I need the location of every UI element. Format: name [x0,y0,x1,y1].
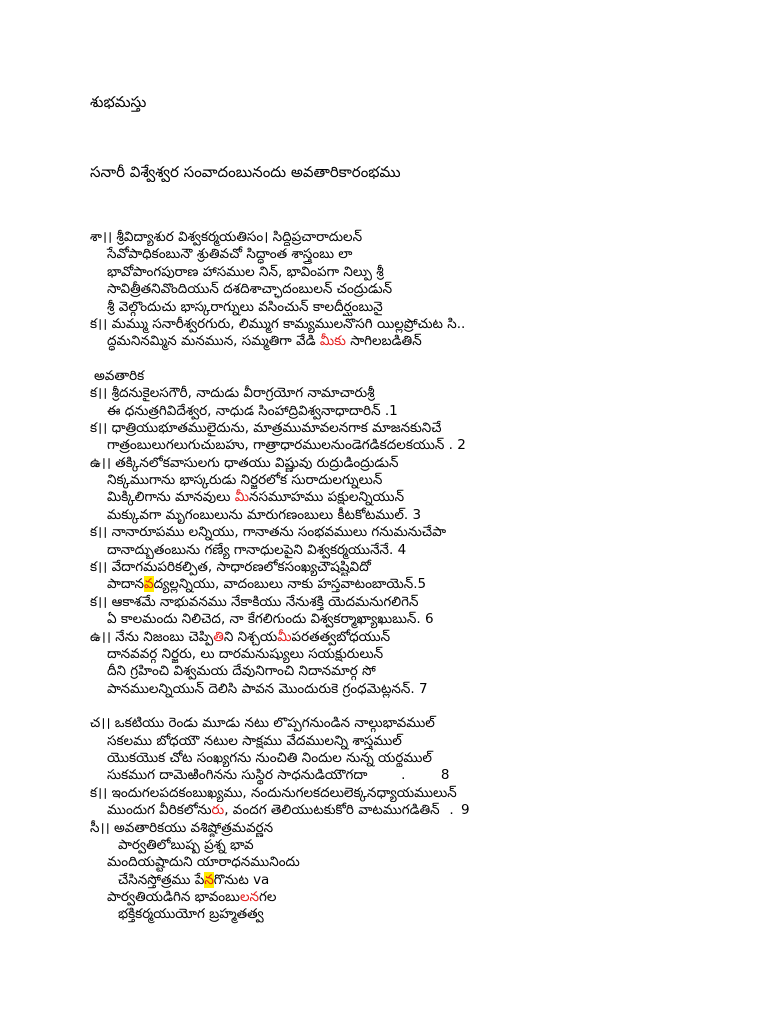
verse-line: మక్కువగా మృగంబులును మారుగణంబులు కీటకోటముల్. 3 [107,506,422,523]
verse-text: సుకముగ దామెఱింగినను సుస్థిర సాధనుడియౌగదా [107,767,368,784]
verse-line: యొకయొక చోట సంఖ్యగను నుంచితి నిందుల నున్న యర్థముల్ [107,749,432,766]
red-text: మీకు [319,333,346,350]
verse-line: నిక్కముగాను భాస్కరుడు నిర్జరలోక సురాదులగ్నులున్ [107,472,383,489]
verse-text: గొనుట va [213,871,270,888]
verse-line: శా।। శ్రీవిద్యాశుర విశ్వకర్మయతిసం। సిద్ధిప్రచారాదులన్ [90,229,363,245]
verse-text: పాదాన [107,576,145,593]
section-label: అవతారిక [94,367,145,384]
verse-line [90,333,750,350]
red-text: మీ [277,628,292,645]
verse-line [90,889,750,906]
verse-line: సావిత్రీతనివొందియున్ దశదిశాచ్ఛాదంబులన్ చంద్రుడున్ [107,281,393,298]
poem-body [90,229,750,924]
verse-line: భక్తికర్మయుయోగ బ్రహ్మతత్వ [118,906,264,923]
verse-text: ముందుగ వీరికలోను [107,802,212,819]
verse-text: సాగిలబడితిన్ [350,333,422,350]
red-text: తి [213,628,224,645]
verse-line: క।। ధాత్రియుభూతములైదును, మాత్రముమావలనగాక మాజనకునిచే [90,419,442,436]
verse-line: గాత్రంబులుగలుగుచుబహు, గాత్రాధారములనుండెగడికదలకయున్ . 2 [107,437,466,454]
verse-text: . [449,802,454,819]
verse-text: పార్వతియడిగిన భావంబు [107,889,240,906]
verse-line [90,629,750,646]
verse-line: దానవవర్గ నిర్జరు, లు దారమనుష్యులు సయక్షురులున్ [107,645,384,662]
verse-line: క।। వేదాగమపరికల్పిత, సాధారణలోకసంఖ్యచౌషష్టివిదో [90,559,371,576]
verse-line [90,802,750,819]
verse-line [90,767,750,784]
verse-line: క।। శ్రీదనుకైలసగౌరీ, నాదుడు వీరాగ్రయోగ నామాచారుశ్రీ [90,385,375,402]
verse-line: క।। నానారూపము లన్నియు, గానాతను సంభవములు గనుమనుచేపా [90,524,447,541]
page-title: శుభమస్తు [90,93,147,111]
verse-line: పార్వతిలోబుష్ప ప్రశ్న భావ [118,836,254,853]
page-subtitle: సనారీ విశ్వేశ్వర సంవాదంబునందు అవతారికారంభము [90,163,401,181]
verse-text: గల [259,889,277,906]
verse-text: చేసినస్తోత్రము పే [118,871,205,888]
verse-text: ద్యల్లన్నియు, వాదంబులు నాకు హస్తవాటంబాయెన్.5 [153,576,427,593]
verse-line: పానములన్నియున్ దెలిసి పావన మొందురుకె గ్రంధమెట్లనన్. 7 [107,680,428,697]
verse-line: ఏ కాలమందు నిలిచెద, నా కేగలిగుందు విశ్వకర్మాఖ్యాఖుబున్. 6 [107,611,434,628]
verse-text: ద్ధమనినమ్మిన మనమున, సమ్మతిగా వేడి [107,333,316,350]
verse-line: ఈ ధనుత్రగివిదేశ్వర, నాధుడ సింహాద్రివిశ్వనాధాదారిన్ .1 [107,402,398,419]
verse-line: క।। మమ్ము సనారీశ్వరగురు, లిమ్ముగ కామ్యములనొసగి యిల్లప్రోచుట సి.. [90,315,466,332]
verse-line: సీ।। అవతారికయు వశిష్ఠోత్రమవర్ణన [90,819,274,836]
verse-line [90,872,750,889]
verse-number: 8 [440,767,450,784]
verse-text: . [401,767,406,784]
highlighted-text: వ [144,576,154,593]
verse-line: శ్రీ వెల్గొందుచు భాస్కరాగ్నులు వసించున్ కాలదీర్ఘంబునై [107,298,383,315]
verse-line: ఉ।। తక్కినలోకవాసులగు ధాతయు విష్ణువు రుద్రుడింద్రుడున్ [90,454,399,471]
verse-line: మందియష్టాదుని యారాధనమునిందు [107,854,300,871]
verse-line: భావోపాంగపురాణ హాసముల నిన్, భావింపగా నిల్పు శ్రీ [107,263,384,280]
red-text: రు [211,802,225,819]
red-text: లన [239,889,260,906]
verse-text: ని నిశ్చయ [223,628,278,645]
verse-text: , వందగ తెలియుటకుకోరి వాటముగడితిన్ [224,802,440,819]
verse-number: 9 [461,802,470,819]
verse-text: పరతత్వబోధయున్ [291,628,391,645]
highlighted-text: న [204,871,214,888]
verse-text: నసమూహము పక్షులన్నియున్ [248,489,405,506]
verse-line: చ।। ఒకటియు రెండు మూడు నటు లొప్పగనుండిన నాల్గుభావముల్ [90,715,435,732]
verse-line: క।। ఇందుగలపదకంబుఖ్యము, నందునుగలకదలులెక్కనధ్యాయములున్ [90,784,457,801]
verse-line: సకలము బోధయౌ నటుల సాక్షము వేదములన్ని శాస్త్రముల్ [107,732,402,749]
verse-text: ఉ।। నేను నిజంబు చెప్పి [90,628,214,645]
verse-line: దీని గ్రహించి విశ్వమయ దేవునిగాంచి నిదానమార్గ సో [107,663,376,680]
verse-line: క।। ఆకాశమే నాభువనము నేకాకియు నేనుశక్తి యెదమనుగలిగెన్ [90,593,419,610]
red-text: మీ [234,489,249,506]
verse-line: సేవోపాధికంబునౌ శ్రుతివచో సిద్ధాంత శాస్త్రంబు లా [107,246,353,263]
verse-line [90,576,750,593]
verse-text: మిక్కిలిగాను మానవులు [107,489,235,506]
verse-line: దానాద్భుతంబును గణ్యే గానాధులపైని విశ్వకర్మయునేనే. 4 [107,541,407,558]
verse-line [90,489,750,506]
